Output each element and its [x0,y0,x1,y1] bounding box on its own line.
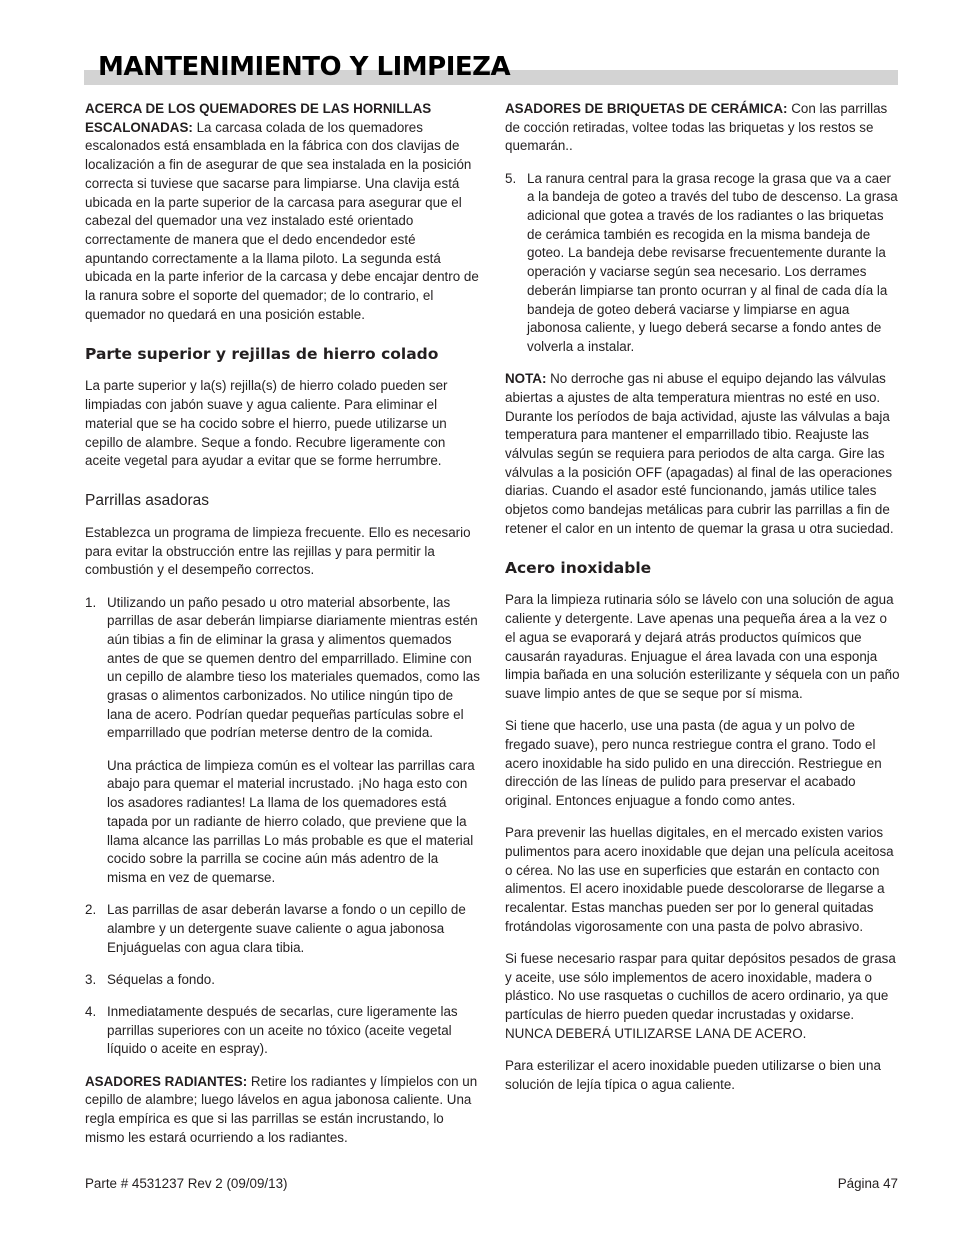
burners-paragraph [85,100,480,324]
cast-iron-text: La parte superior y la(s) rejilla(s) de hierro colado pueden ser limpiadas con jabón suave y agua caliente. Para eliminar el material que se ha cocido sobre el hierro, puede utilizarse un cepillo de alambre. Seque a fondo. Recubre ligeramente con aceite vegetal para ayudar a evitar que se forme herrumbre. [85,378,448,469]
right-column [505,100,900,1108]
steel-paragraph-1: Para la limpieza rutinaria sólo se lávelo con una solución de agua caliente y detergente. Lave apenas una pequeña área a la vez o el agua se evaporará y dejará atrás productos químicos que causarán rayaduras. Enjuague el área lavada con una esponja limpia bañada en una solución esterilizante y séquela con un paño suave limpio antes de que se seque por sí misma. [505,592,900,701]
list-item-1-text: Utilizando un paño pesado u otro material absorbente, las parrillas de asar deberán limpiarse diariamente mientras estén aún tibias a fin de eliminar la grasa y alimentos quemados antes de que se quemen dentro del emparrillado. Elimine con un cepillo de alambre tieso los materiales quemados, como las grasas o alimentos carbonizados. No utilice ningún tipo de lana de acero. Podrían quedar pequeñas partículas sobre el emparrillado que podrían meterse dentro de la comida. [107,594,480,741]
list-item-4 [85,1003,480,1059]
page-number: Página 47 [837,1176,898,1191]
part-number: Parte # 4531237 Rev 2 (09/09/13) [85,1176,288,1191]
list-number: 5. [505,170,517,186]
list-item-1-text-2: Una práctica de limpieza común es el voltear las parrillas cara abajo para quemar el material incrustado. ¡No haga esto con los asadores radiantes! La llama de los quemadores está tapada por un radiante de hierro colado, que previene que la llama alcance las parrillas Lo más probable es que el material cocido sobre la parrilla se cocine aún más adentro de la misma en vez de quemarse. [107,757,475,885]
steel-paragraph-5: Para esterilizar el acero inoxidable pueden utilizarse o bien una solución de lejía típica o agua caliente. [505,1057,881,1092]
radiant-lead: ASADORES RADIANTES: [85,1073,248,1089]
radiant-paragraph [85,1073,480,1148]
steel-paragraph-2: Si tiene que hacerlo, use una pasta (de agua y un polvo de fregado suave), pero nunca restriegue contra el grano. Todo el acero inoxidable ha sido pulido en una dirección. Restriegue en dirección de las líneas de pulido para preservar el acabado original. Entonces enjuague a fondo como antes. [505,718,882,808]
list-number: 2. [85,902,97,918]
list-item-1 [85,594,480,888]
ceramic-text: Con las parrillas de cocción retiradas, voltee todas las briquetas y los restos se quemarán.. [505,101,888,154]
steel-paragraph-3: Para prevenir las huellas digitales, en el mercado existen varios pulimentos para acero inoxidable que dejan una película aceitosa o cérea. No las use en superficies que estarán en contacto con alimentos. El acero inoxidable puede descolorarse de llegarse a recalentar. Estas manchas pueden ser por lo general quitadas frotándolas vigorosamente con una pasta de polvo abrasivo. [505,825,894,934]
list-item-3-text: Séquelas a fondo. [107,971,215,987]
list-number: 1. [85,594,97,610]
steel-heading: Acero inoxidable [505,559,652,578]
list-number: 3. [85,971,97,987]
ceramic-paragraph [505,100,900,156]
ceramic-lead: ASADORES DE BRIQUETAS DE CERÁMICA: [505,101,788,116]
left-column [85,100,480,1161]
note-lead: NOTA: [505,371,547,387]
cast-iron-heading: Parte superior y rejillas de hierro colado [85,345,439,364]
steel-paragraph-4: Si fuese necesario raspar para quitar depósitos pesados de grasa y aceite, use sólo implementos de acero inoxidable, madera o plástico. No use rasquetas o cuchillos de acero ordinario, ya que partículas de hierro pueden quedar incrustadas y oxidarse. NUNCA DEBERÁ UTILIZARSE LANA DE ACERO. [505,950,896,1041]
list-item-5 [505,170,900,357]
list-item-2-text: Las parrillas de asar deberán lavarse a fondo o un cepillo de alambre y un detergente suave caliente o agua jabonosa Enjuáguelas con agua clara tibia. [107,902,466,955]
list-item-2 [85,901,480,957]
note-paragraph [505,370,900,538]
radiant-text: Retire los radiantes y límpielos con un cepillo de alambre; luego lávelos en agua jabonosa caliente. Una regla empírica es que si las parrillas se están incrustando, lo mismo les estará ocurriendo a los radiantes. [85,1073,478,1145]
list-number: 4. [85,1003,97,1019]
page-title: MANTENIMIENTO Y LIMPIEZA [98,52,511,82]
list-item-4-text: Inmediatamente después de secarlas, cure ligeramente las parrillas superiores con un aceite no tóxico (aceite vegetal líquido o aceite en espray). [107,1003,458,1057]
grills-intro: Establezca un programa de limpieza frecuente. Ello es necesario para evitar la obstrucción entre las rejillas y para permitir la combustión y el desempeño correctos. [85,524,471,578]
list-item-3 [85,971,480,990]
burners-text: La carcasa colada de los quemadores escalonados está ensamblada en la fábrica con dos clavijas de localización a fin de asegurar de que sea instalada en la posición correcta si tuviese que sacarse para limpiarse. Una clavija está ubicada en la parte superior de la carcasa para asegurar que el cabezal del quemador una vez instalado esté orientado correctamente de manera que el dedo encendedor esté apuntando correctamente a la llama piloto. La segunda está ubicada en la parte inferior de la carcasa y debe encajar dentro de la ranura sobre el soporte del quemador; de lo contrario, el quemador no quedará en una posición estable. [85,119,479,322]
note-text: No derroche gas ni abuse el equipo dejando las válvulas abiertas a ajustes de alta temperatura mientras no esté en uso. Durante los períodos de baja actividad, ajuste las válvulas a baja temperatura para mantener el emparrillado tibio. Reajuste las válvulas según se requiera para periodos de alta carga. Gire las válvulas a la posición OFF (apagadas) al final de las operaciones diarias. Cuando el asador esté funcionando, jamás utilice tales objetos como bandejas metálicas para cubrir las parrillas a fin de retener el calor en un intento de quemar la grasa u otra suciedad. [505,371,894,536]
burners-lead: ACERCA DE LOS QUEMADORES DE LAS HORNILLAS ESCALONADAS: [85,101,432,135]
list-item-5-text: La ranura central para la grasa recoge la grasa que va a caer a la bandeja de goteo a través del tubo de descenso. La grasa adicional que gotea a través de los radiantes o las briquetas de cerámica también es recogida en la misma bandeja de goteo. La bandeja debe revisarse frecuentemente durante la operación y vaciarse según sea necesario. Los derrames deberán limpiarse tan pronto ocurran y al final de cada día la bandeja de goteo deberá vaciarse y limpiarse en agua jabonosa caliente, y luego deberá secarse a fondo antes de volverla a instalar. [527,170,898,354]
grills-heading: Parrillas asadoras [85,491,210,509]
